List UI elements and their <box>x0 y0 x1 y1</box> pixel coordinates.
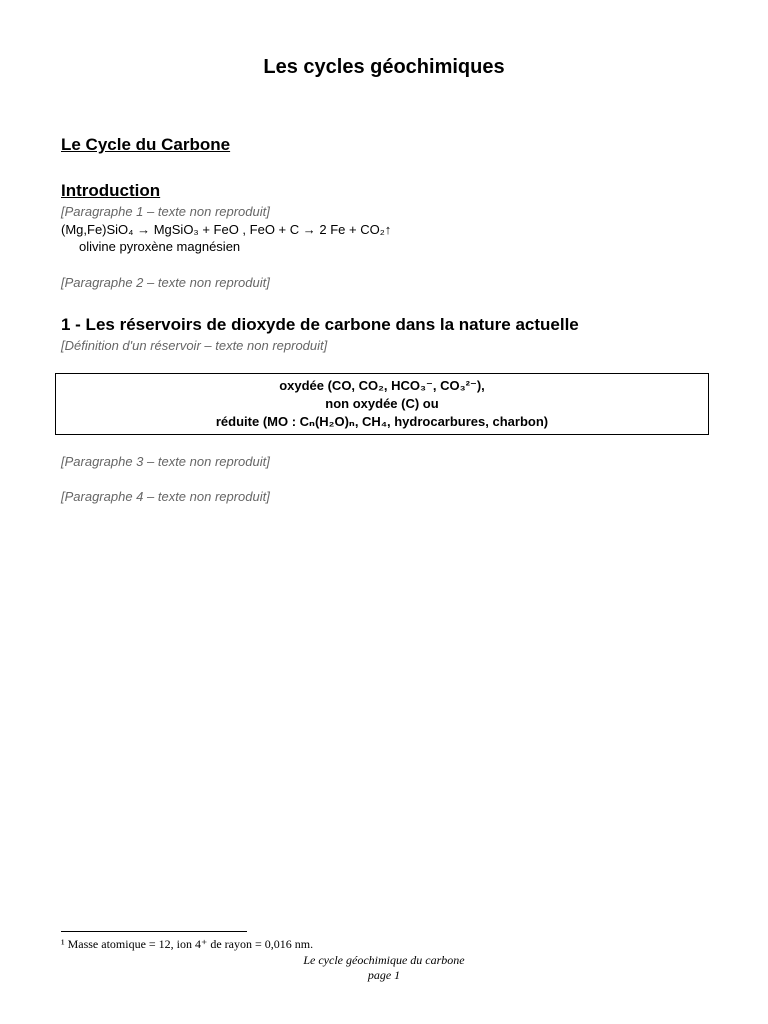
footer-page-number: page 1 <box>367 968 401 982</box>
reaction-formula: (Mg,Fe)SiO₄ → MgSiO₃ + FeO , FeO + C → 2 Fe + CO₂↑ <box>61 221 392 237</box>
footnote-separator <box>61 931 247 932</box>
document-title: Les cycles géochimiques <box>263 56 505 78</box>
intro-paragraph-1: [Paragraphe 1 – texte non reproduit] <box>61 204 270 219</box>
section-1-heading: 1 - Les réservoirs de dioxyde de carbone dans la nature actuelle <box>61 315 579 334</box>
carbon-forms-oxidized: oxydée (CO, CO₂, HCO₃⁻, CO₃²⁻), <box>279 377 485 393</box>
footnote: ¹ Masse atomique = 12, ion 4⁺ de rayon = 0,016 nm. <box>61 937 314 951</box>
introduction-heading: Introduction <box>61 181 161 200</box>
footer-title: Le cycle géochimique du carbone <box>303 953 465 967</box>
reaction-formula-labels: olivine pyroxène magnésien <box>79 239 241 254</box>
intro-paragraph-2: [Paragraphe 2 – texte non reproduit] <box>61 274 270 290</box>
reservoir-definition: [Définition d'un réservoir – texte non reproduit] <box>61 338 328 353</box>
carbon-forms-box <box>55 373 709 435</box>
chapter-heading: Le Cycle du Carbone <box>61 135 231 154</box>
section-1-paragraph-2: [Paragraphe 4 – texte non reproduit] <box>61 489 270 504</box>
section-1-paragraph-1: [Paragraphe 3 – texte non reproduit] <box>61 453 270 469</box>
carbon-forms-non-oxidized: non oxydée (C) ou <box>325 395 439 411</box>
carbon-forms-reduced: réduite (MO : Cₙ(H₂O)ₙ, CH₄, hydrocarbures, charbon) <box>215 413 549 429</box>
